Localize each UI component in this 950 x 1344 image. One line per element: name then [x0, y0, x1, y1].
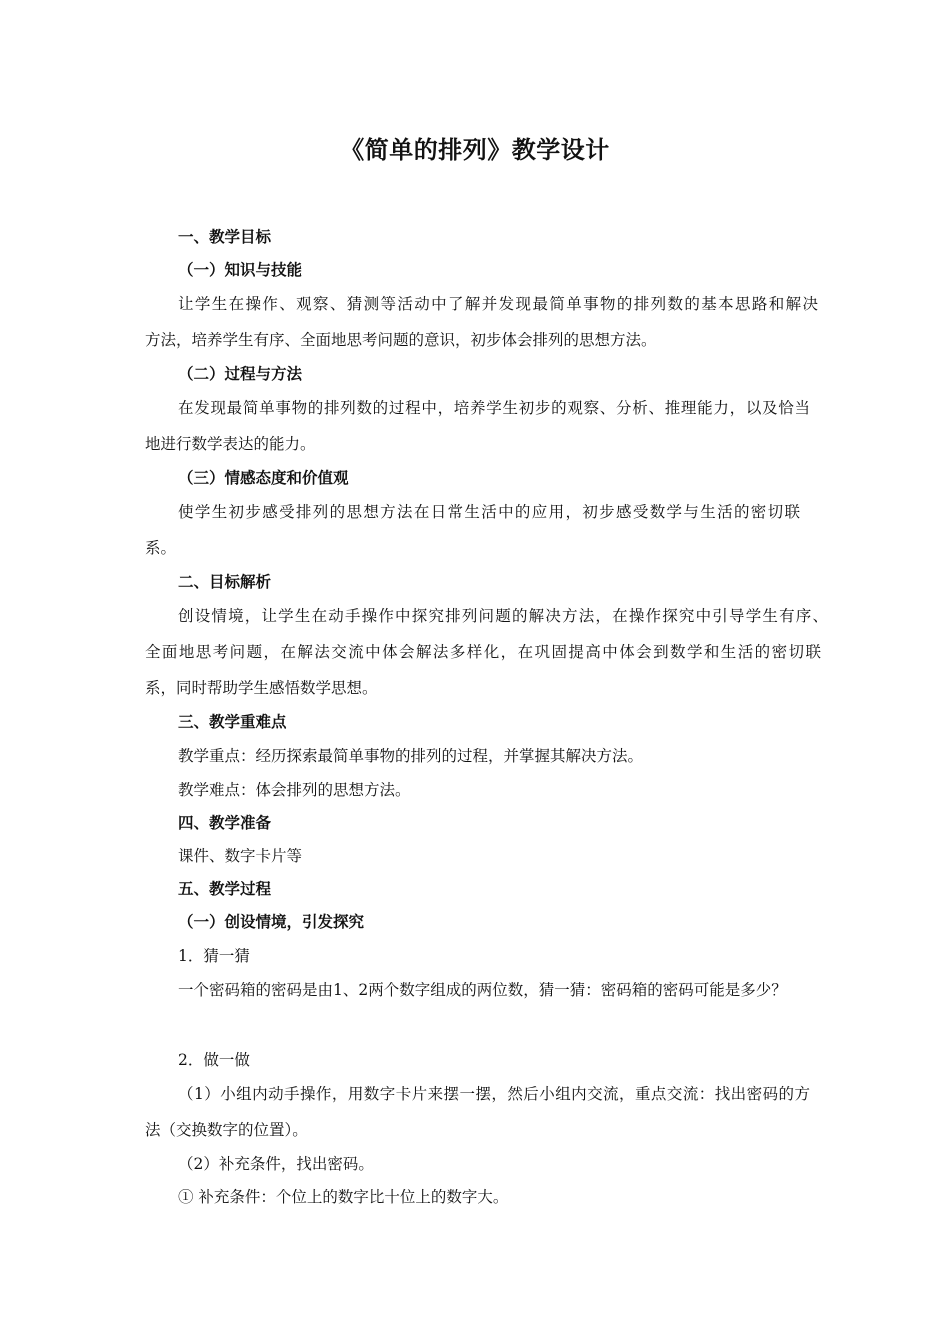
difficulty-text: 教学难点：体会排列的思想方法。 [178, 781, 411, 799]
section-heading-analysis: 二、目标解析 [178, 572, 272, 591]
paragraph-line: ① 补充条件：个位上的数字比十位上的数字大。 [178, 1188, 509, 1206]
paragraph-line: 全面地思考问题，在解法交流中体会解法多样化，在巩固提高中体会到数学和生活的密切联 [145, 643, 821, 661]
paragraph-line: 在发现最简单事物的排列数的过程中，培养学生初步的观察、分析、推理能力，以及恰当 [178, 399, 810, 417]
paragraph-line: 方法，培养学生有序、全面地思考问题的意识，初步体会排列的思想方法。 [145, 331, 657, 349]
paragraph-line: 系，同时帮助学生感悟数学思想。 [145, 679, 378, 697]
subsection-heading-process: （二）过程与方法 [178, 364, 303, 383]
section-heading-preparation: 四、教学准备 [178, 813, 272, 832]
section-heading-objectives: 一、教学目标 [178, 227, 272, 246]
paragraph-line: 使学生初步感受排列的思想方法在日常生活中的应用，初步感受数学与生活的密切联 [178, 503, 800, 521]
subsection-heading-situation: （一）创设情境，引发探究 [178, 912, 365, 931]
paragraph-line: 系。 [145, 539, 177, 557]
document-title: 《简单的排列》教学设计 [340, 135, 610, 164]
section-heading-key-points: 三、教学重难点 [178, 712, 287, 731]
section-heading-procedure: 五、教学过程 [178, 879, 272, 898]
paragraph-line: （2）补充条件，找出密码。 [178, 1155, 374, 1173]
subsection-heading-knowledge: （一）知识与技能 [178, 260, 303, 279]
key-point-text: 教学重点：经历探索最简单事物的排列的过程，并掌握其解决方法。 [178, 747, 644, 765]
item-text-guess: 一个密码箱的密码是由1、2两个数字组成的两位数，猜一猜：密码箱的密码可能是多少？ [178, 981, 787, 999]
paragraph-line: 创设情境，让学生在动手操作中探究排列问题的解决方法，在操作探究中引导学生有序、 [178, 607, 828, 625]
subsection-heading-attitude: （三）情感态度和价值观 [178, 468, 349, 487]
paragraph-line: 法（交换数字的位置）。 [145, 1121, 308, 1139]
paragraph-line: 地进行数学表达的能力。 [145, 435, 316, 453]
item-title-guess: 1．猜一猜 [178, 947, 250, 965]
preparation-text: 课件、数字卡片等 [178, 847, 303, 865]
paragraph-line: 让学生在操作、观察、猜测等活动中了解并发现最简单事物的排列数的基本思路和解决 [178, 295, 818, 313]
paragraph-line: （1）小组内动手操作，用数字卡片来摆一摆，然后小组内交流，重点交流：找出密码的方 [178, 1085, 810, 1103]
item-title-do: 2．做一做 [178, 1051, 250, 1069]
